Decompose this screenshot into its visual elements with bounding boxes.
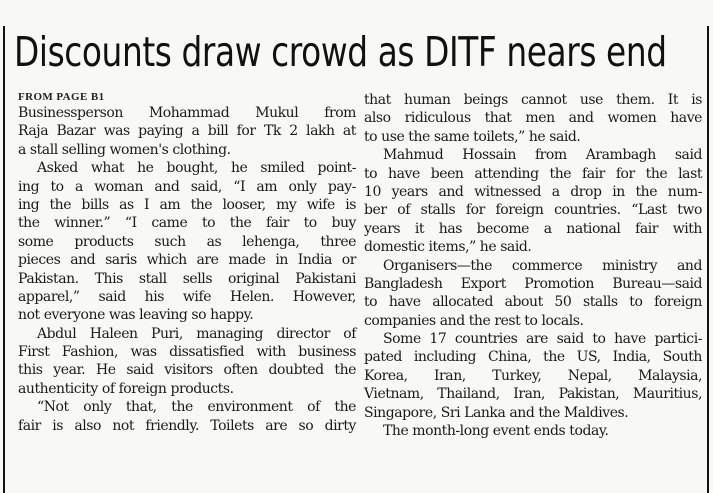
text-line: First Fashion, was dissatisfied with business <box>18 344 356 361</box>
text-line: ber of stalls for foreign countries. “Last two <box>364 202 702 219</box>
text-line: Singapore, Sri Lanka and the Maldives. <box>364 404 629 421</box>
text-line: not everyone was leaving so happy. <box>18 307 254 324</box>
text-line: Asked what he bought, he smiled point- <box>37 160 356 177</box>
right-column-text <box>364 91 702 440</box>
headline: Discounts draw crowd as DITF nears end <box>14 28 667 76</box>
text-line: to have been attending the fair for the last <box>364 165 702 182</box>
text-line: apparel,” said his wife Helen. However, <box>18 288 356 305</box>
text-line: a stall selling women's clothing. <box>18 141 231 158</box>
text-line: Raja Bazar was paying a bill for Tk 2 lakh at <box>18 123 356 140</box>
text-line: years it has become a national fair with <box>364 220 702 237</box>
text-line: Bangladesh Export Promotion Bureau—said <box>364 275 702 292</box>
left-column-text <box>18 104 356 435</box>
text-line: also ridiculous that men and women have <box>364 110 702 127</box>
article-column-right <box>364 91 702 440</box>
text-line: Some 17 countries are said to have partici- <box>383 331 702 348</box>
text-line: some products such as lehenga, three <box>18 233 356 250</box>
text-line: Abdul Haleen Puri, managing director of <box>37 325 356 342</box>
text-line: to have allocated about 50 stalls to foreign <box>364 294 702 311</box>
text-line: ing to a woman and said, “I am only pay- <box>18 178 356 195</box>
right-column-rule <box>707 26 709 493</box>
page-reference: FROM PAGE B1 <box>18 91 105 103</box>
text-line: “Not only that, the environment of the <box>37 399 356 416</box>
text-line: 10 years and witnessed a drop in the num- <box>364 183 702 200</box>
text-line: fair is also not friendly. Toilets are so dirty <box>18 417 356 434</box>
text-line: domestic items,” he said. <box>364 239 532 256</box>
text-line: Mahmud Hossain from Arambagh said <box>383 147 702 164</box>
text-line: pieces and saris which are made in India or <box>18 252 356 269</box>
text-line: Businessperson Mohammad Mukul from <box>18 105 356 121</box>
text-line: Organisers—the commerce ministry and <box>383 257 702 274</box>
left-column-rule <box>3 26 5 493</box>
text-line: Korea, Iran, Turkey, Nepal, Malaysia, <box>364 367 702 384</box>
text-line: that human beings cannot use them. It is <box>364 92 702 108</box>
text-line: to use the same toilets,” he said. <box>364 128 581 145</box>
text-line: authenticity of foreign products. <box>18 380 234 397</box>
text-line: companies and the rest to locals. <box>364 312 584 329</box>
text-line: Pakistan. This stall sells original Pakistani <box>18 270 356 287</box>
text-line: ing the bills as I am the looser, my wife is <box>18 196 356 213</box>
text-line: Vietnam, Thailand, Iran, Pakistan, Mauritius, <box>364 386 702 403</box>
text-line: the winner.” “I came to the fair to buy <box>18 215 356 232</box>
text-line: pated including China, the US, India, South <box>364 349 702 366</box>
article-column-left <box>18 90 356 435</box>
text-line: The month-long event ends today. <box>383 423 609 440</box>
text-line: this year. He said visitors often doubted the <box>18 362 356 379</box>
